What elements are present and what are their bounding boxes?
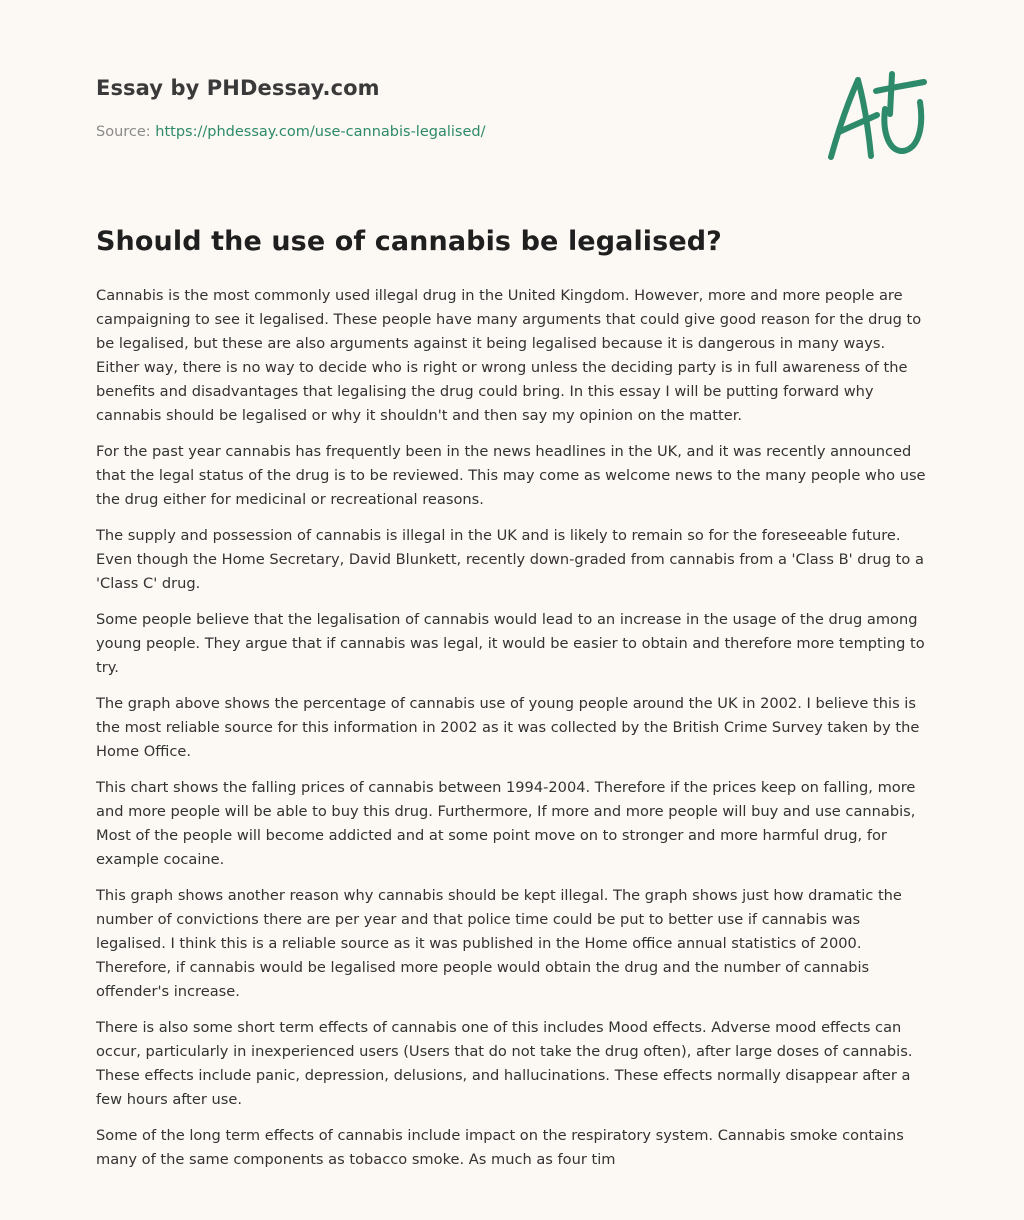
a-plus-logo-icon <box>824 66 930 166</box>
source-label: Source: <box>96 124 156 140</box>
essay-paragraph: Some people believe that the legalisation of cannabis would lead to an increase in the usage of the drug among young people. They argue that if cannabis was legal, it would be easier to obtain and therefore more tempting to try. <box>96 611 925 676</box>
essay-paragraph: The supply and possession of cannabis is illegal in the UK and is likely to remain so for the foreseeable future. Even though the Home Secretary, David Blunkett, recently down-graded from cannabis from a 'Class B' drug to a 'Class C' drug. <box>96 527 924 592</box>
essay-paragraph: This graph shows another reason why cannabis should be kept illegal. The graph shows just how dramatic the number of convictions there are per year and that police time could be put to better use if cannabis was legalised. I think this is a reliable source as it was published in the Home office annual statistics of 2000. Therefore, if cannabis would be legalised more people would obtain the drug and the number of cannabis offender's increase. <box>96 887 902 1000</box>
essay-paragraph: Cannabis is the most commonly used illegal drug in the United Kingdom. However, more and more people are campaigning to see it legalised. These people have many arguments that could give good reason for the drug to be legalised, but these are also arguments against it being legalised because it is dangerous in many ways. Either way, there is no way to decide who is right or wrong unless the deciding party is in full awareness of the benefits and disadvantages that legalising the drug could bring. In this essay I will be putting forward why cannabis should be legalised or why it shouldn't and then say my opinion on the matter. <box>96 287 922 424</box>
source-line <box>96 124 485 140</box>
source-link[interactable]: https://phdessay.com/use-cannabis-legalised/ <box>155 124 486 140</box>
essay-paragraph: This chart shows the falling prices of cannabis between 1994-2004. Therefore if the prices keep on falling, more and more people will be able to buy this drug. Furthermore, If more and more people will buy and use cannabis, Most of the people will become addicted and at some point move on to stronger and more harmful drug, for example cocaine. <box>96 779 916 868</box>
site-title: Essay by PHDessay.com <box>96 76 380 100</box>
essay-paragraph: For the past year cannabis has frequently been in the news headlines in the UK, and it was recently announced that the legal status of the drug is to be reviewed. This may come as welcome news to the many people who use the drug either for medicinal or recreational reasons. <box>96 443 926 508</box>
essay-title: Should the use of cannabis be legalised? <box>96 226 722 257</box>
essay-body <box>96 284 930 1184</box>
essay-paragraph: The graph above shows the percentage of cannabis use of young people around the UK in 2002. I believe this is the most reliable source for this information in 2002 as it was collected by the British Crime Survey taken by the Home Office. <box>96 695 920 760</box>
essay-paragraph: Some of the long term effects of cannabis include impact on the respiratory system. Cannabis smoke contains many of the same components as tobacco smoke. As much as four tim <box>96 1127 904 1168</box>
essay-paragraph: There is also some short term effects of cannabis one of this includes Mood effects. Adverse mood effects can occur, particularly in inexperienced users (Users that do not take the drug often), after large doses of cannabis. These effects include panic, depression, delusions, and hallucinations. These effects normally disappear after a few hours after use. <box>96 1019 913 1108</box>
